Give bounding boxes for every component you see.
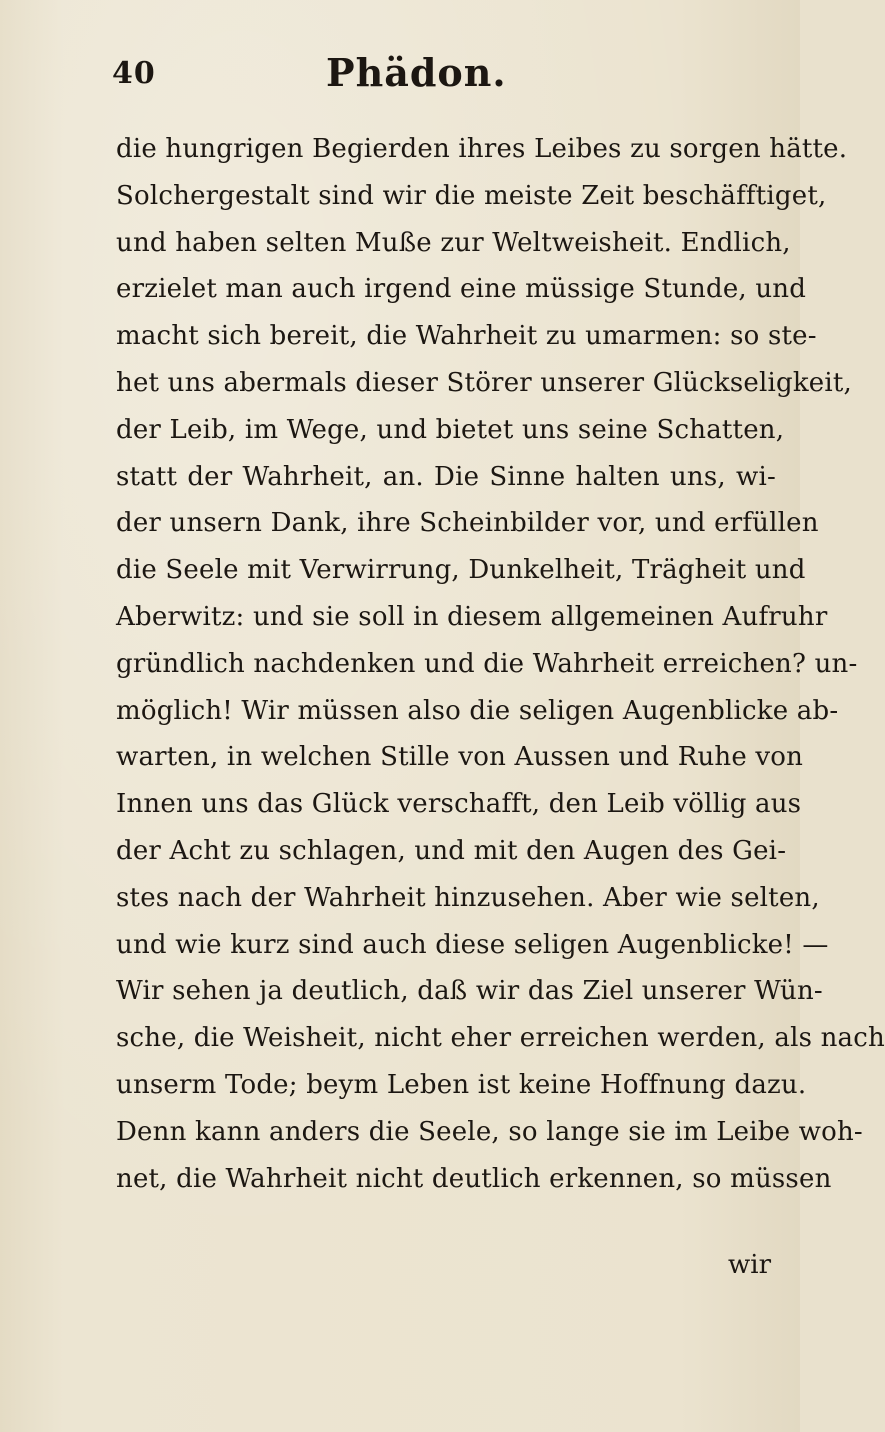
text-line: sche, die Weisheit, nicht eher erreichen werden, als nach — [116, 1023, 885, 1054]
text-line: und wie kurz sind auch diese seligen Augenblicke! — — [116, 929, 829, 960]
text-line: der Leib, im Wege, und bietet uns seine Schatten, — [116, 414, 785, 445]
text-line: warten, in welchen Stille von Aussen und Ruhe von — [116, 742, 804, 773]
text-line: stes nach der Wahrheit hinzusehen. Aber wie selten, — [116, 882, 820, 913]
text-line: gründlich nachdenken und die Wahrheit erreichen? un- — [116, 648, 858, 679]
text-line: Aberwitz: und sie soll in diesem allgemeinen Aufruhr — [116, 601, 828, 632]
page-number: 40 — [112, 56, 156, 91]
body-text — [116, 126, 885, 1202]
text-line: die hungrigen Begierden ihres Leibes zu sorgen hätte. — [116, 134, 848, 164]
text-line: statt der Wahrheit, an. Die Sinne halten uns, wi- — [116, 461, 776, 492]
text-line: erzielet man auch irgend eine müssige Stunde, und — [116, 274, 807, 305]
text-line: der unsern Dank, ihre Scheinbilder vor, und erfüllen — [116, 508, 819, 539]
text-line: het uns abermals dieser Störer unserer Glückseligkeit, — [116, 367, 853, 398]
text-line: möglich! Wir müssen also die seligen Augenblicke ab- — [116, 695, 839, 726]
running-title: Phädon. — [326, 50, 507, 95]
text-line: unserm Tode; beym Leben ist keine Hoffnung dazu. — [116, 1069, 807, 1100]
text-line: die Seele mit Verwirrung, Dunkelheit, Trägheit und — [116, 555, 806, 586]
text-line: net, die Wahrheit nicht deutlich erkennen, so müssen — [116, 1163, 832, 1194]
text-line: und haben selten Muße zur Weltweisheit. Endlich, — [116, 227, 791, 258]
page-header — [112, 50, 762, 110]
text-line: macht sich bereit, die Wahrheit zu umarmen: so ste- — [116, 321, 817, 352]
catchword: wir — [728, 1250, 771, 1280]
text-line: Solchergestalt sind wir die meiste Zeit beschäfftiget, — [116, 180, 827, 211]
text-line: Denn kann anders die Seele, so lange sie im Leibe woh- — [116, 1116, 863, 1147]
text-line: der Acht zu schlagen, und mit den Augen des Gei- — [116, 835, 787, 866]
text-line: Wir sehen ja deutlich, daß wir das Ziel unserer Wün- — [116, 976, 823, 1007]
text-line: Innen uns das Glück verschafft, den Leib völlig aus — [116, 789, 802, 820]
